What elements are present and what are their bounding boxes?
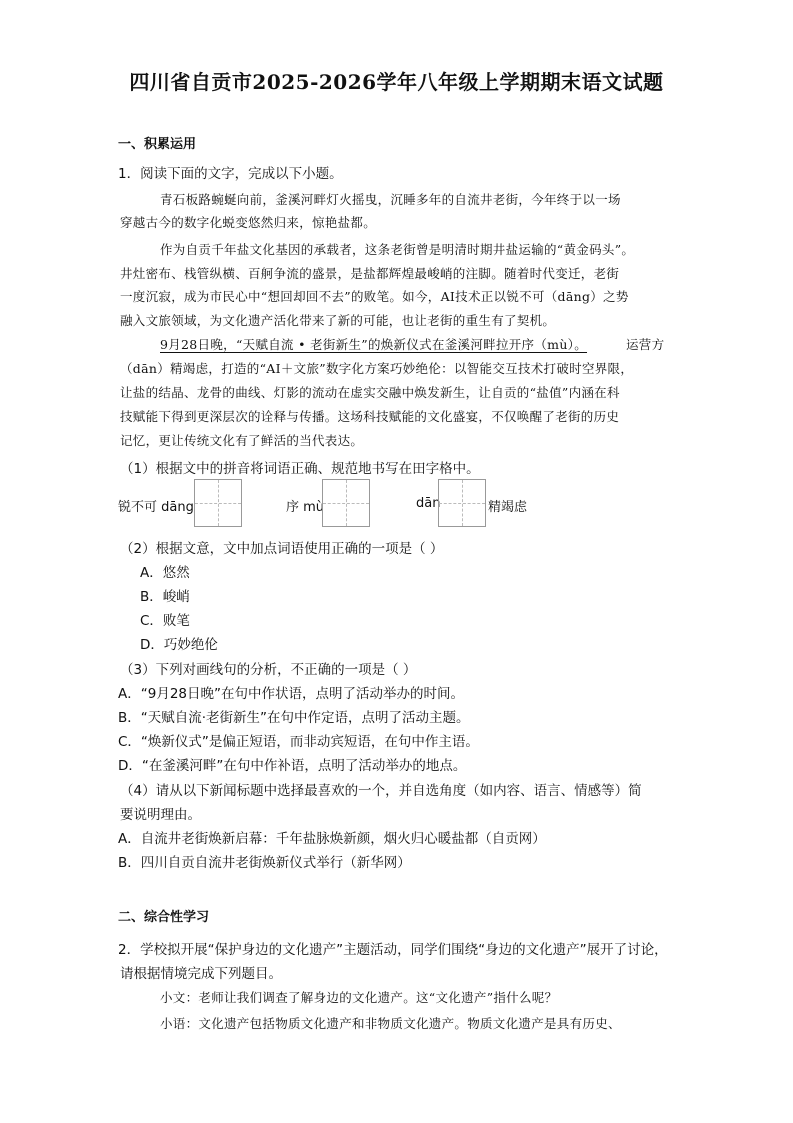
option-d[interactable]: D．巧妙绝伦 <box>140 637 218 653</box>
pinyin-item-3-pinyin: dān <box>416 496 441 511</box>
passage-line: 作为自贡千年盐文化基因的承载者，这条老街曾是明清时期井盐运输的“黄金码头”。 <box>160 242 635 257</box>
tianzige-box-2[interactable] <box>322 479 370 527</box>
tianzige-box-3[interactable] <box>438 479 486 527</box>
dialog-line: 小文：老师让我们调查了解身边的文化遗产。这“文化遗产”指什么呢？ <box>160 990 558 1005</box>
passage-line: 井灶密布、栈管纵横、百舸争流的盛景，是盐都辉煌最峻峭的注脚。随着时代变迁，老街 <box>120 266 620 281</box>
passage-line: 运营方 <box>626 337 665 352</box>
tianzige-box-1[interactable] <box>194 479 242 527</box>
option-a[interactable]: A．自流井老街焕新启幕：千年盐脉焕新颜，烟火归心暖盐都（自贡网） <box>118 831 546 847</box>
option-b[interactable]: B．“天赋自流·老街新生”在句中作定语，点明了活动主题。 <box>118 710 470 726</box>
passage-line: 一度沉寂，成为市民心中“想回却回不去”的败笔。如今，AI技术正以锐不可（dāng）之势 <box>120 289 629 304</box>
question-2-stem: 2．学校拟开展“保护身边的文化遗产”主题活动，同学们围绕“身边的文化遗产”展开了讨论， <box>118 942 668 958</box>
pinyin-item-3-rest: 精竭虑 <box>488 500 528 515</box>
option-b[interactable]: B．峻峭 <box>140 589 190 605</box>
option-a[interactable]: A．“9月28日晚”在句中作状语，点明了活动举办的时间。 <box>118 686 464 702</box>
sub-question-1: （1）根据文中的拼音将词语正确、规范地书写在田字格中。 <box>120 461 480 477</box>
option-d[interactable]: D．“在釜溪河畔”在句中作补语，点明了活动举办的地点。 <box>118 758 467 774</box>
option-a[interactable]: A．悠然 <box>140 565 190 581</box>
passage-underlined-sentence: 9月28日晚，“天赋自流 • 老街新生”的焕新仪式在釜溪河畔拉开序（mù）。 <box>160 337 588 352</box>
pinyin-item-2: 序 mù <box>286 500 325 515</box>
passage-line: （dān）精竭虑，打造的“AI＋文旅”数字化方案巧妙绝伦：以智能交互技术打破时空界限， <box>120 361 634 376</box>
option-b[interactable]: B．四川自贡自流井老街焕新仪式举行（新华网） <box>118 855 411 871</box>
passage-line: 记忆，更让传统文化有了鲜活的当代表达。 <box>120 433 364 448</box>
passage-line: 青石板路蜿蜒向前，釜溪河畔灯火摇曳，沉睡多年的自流井老街，今年终于以一场 <box>160 192 621 207</box>
passage-line: 穿越古今的数字化蜕变悠然归来，惊艳盐都。 <box>120 215 377 230</box>
page-title: 四川省自贡市2025-2026学年八年级上学期期末语文试题 <box>129 70 664 94</box>
sub-question-3: （3）下列对画线句的分析，不正确的一项是（ ） <box>120 662 417 678</box>
pinyin-item-1: 锐不可 dāng <box>118 500 194 515</box>
section-heading-2: 二、综合性学习 <box>118 910 210 925</box>
passage-line: 让盐的结晶、龙骨的曲线、灯影的流动在虚实交融中焕发新生，让自贡的“盐值”内涵在科 <box>120 385 620 400</box>
question-2-stem-cont: 请根据情境完成下列题目。 <box>120 966 282 982</box>
section-heading-1: 一、积累运用 <box>118 137 197 152</box>
sub-question-4: （4）请从以下新闻标题中选择最喜欢的一个，并自选角度（如内容、语言、情感等）简 <box>120 783 642 799</box>
passage-line: 融入文旅领域，为文化遗产活化带来了新的可能，也让老街的重生有了契机。 <box>120 313 556 328</box>
sub-question-2: （2）根据文意，文中加点词语使用正确的一项是（ ） <box>120 541 444 557</box>
dialog-line: 小语：文化遗产包括物质文化遗产和非物质文化遗产。物质文化遗产是具有历史、 <box>160 1016 621 1031</box>
option-c[interactable]: C．“焕新仪式”是偏正短语，而非动宾短语，在句中作主语。 <box>118 734 479 750</box>
option-c[interactable]: C．败笔 <box>140 613 190 629</box>
question-1-stem: 1．阅读下面的文字，完成以下小题。 <box>118 166 343 182</box>
sub-question-4-cont: 要说明理由。 <box>120 807 201 823</box>
passage-line: 技赋能下得到更深层次的诠释与传播。这场科技赋能的文化盛宴，不仅唤醒了老街的历史 <box>120 409 620 424</box>
